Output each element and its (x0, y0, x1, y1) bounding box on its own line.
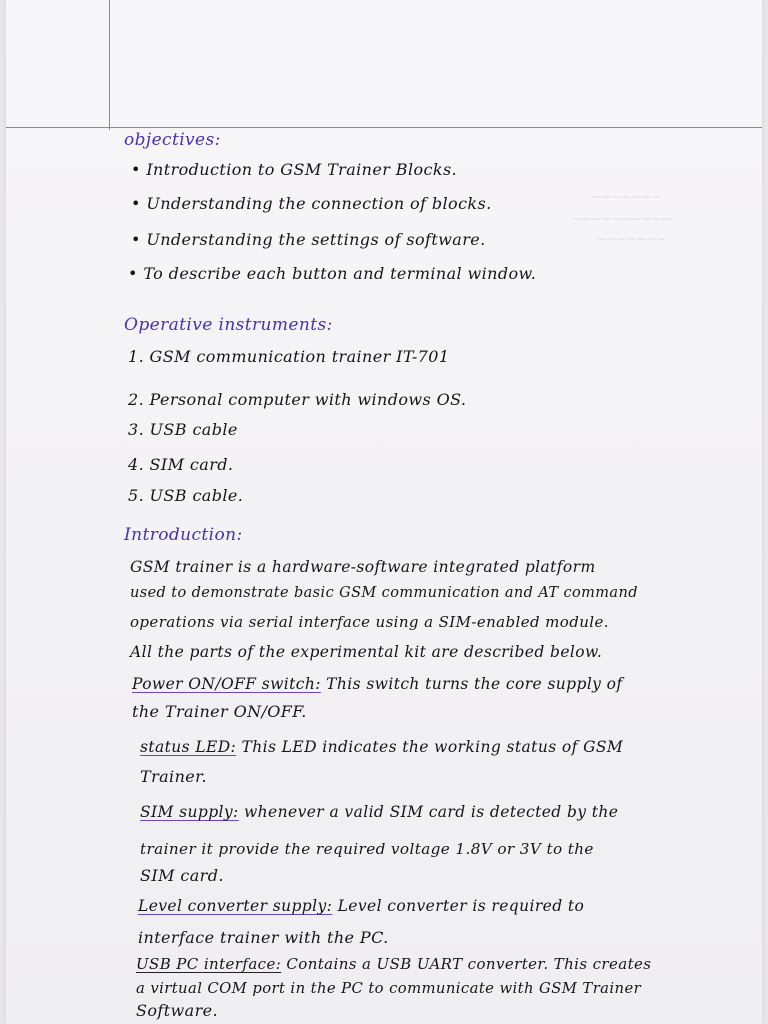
introduction-heading: Introduction: (124, 525, 243, 545)
notebook-page (6, 0, 762, 1024)
sim-supply-term: SIM supply: (140, 803, 239, 821)
introduction-line: GSM trainer is a hardware-software integrated platform (130, 558, 596, 576)
instrument-item: 5. USB cable. (128, 486, 244, 505)
introduction-line: used to demonstrate basic GSM communication and AT command (130, 585, 638, 601)
status-led-line: Trainer. (140, 767, 207, 786)
sim-supply-line: SIM card. (140, 866, 224, 885)
objective-item: • Understanding the settings of software. (131, 230, 486, 249)
instrument-item: 3. USB cable (128, 420, 238, 439)
status-led-term: status LED: (140, 738, 237, 756)
objectives-heading: objectives: (124, 130, 221, 150)
power-switch-term: Power ON/OFF switch: (132, 675, 321, 693)
introduction-line: operations via serial interface using a SIM-enabled module. (130, 613, 609, 631)
introduction-line: All the parts of the experimental kit are described below. (130, 643, 603, 661)
power-switch-description: Power ON/OFF switch: This switch turns the core supply of (132, 675, 623, 693)
usb-interface-term: USB PC interface: (136, 955, 282, 973)
instrument-item: 4. SIM card. (128, 455, 234, 474)
margin-line-vertical (109, 0, 110, 130)
instrument-item: 2. Personal computer with windows OS. (128, 390, 467, 409)
bleed-through-mark: ~~~~~~~ (596, 232, 667, 246)
level-converter-description: Level converter supply: Level converter is required to (138, 897, 585, 915)
level-converter-line: interface trainer with the PC. (138, 928, 389, 947)
sim-supply-description: SIM supply: whenever a valid SIM card is detected by the (140, 803, 619, 821)
margin-line-horizontal (6, 127, 762, 128)
instrument-item: 1. GSM communication trainer IT-701 (128, 347, 450, 366)
instruments-heading: Operative instruments: (124, 315, 333, 335)
bleed-through-mark: ~~~~~~~ (591, 190, 662, 204)
usb-interface-line: a virtual COM port in the PC to communicate with GSM Trainer (136, 980, 642, 997)
power-switch-line: the Trainer ON/OFF. (132, 702, 307, 721)
objective-item: • Understanding the connection of blocks. (131, 194, 492, 213)
level-converter-term: Level converter supply: (138, 897, 333, 915)
status-led-description: status LED: This LED indicates the working status of GSM (140, 738, 624, 756)
bleed-through-mark: ~~~~~~~~~~ (571, 212, 672, 226)
usb-interface-description: USB PC interface: Contains a USB UART converter. This creates (136, 955, 652, 973)
sim-supply-line: trainer it provide the required voltage 1.8V or 3V to the (140, 840, 594, 858)
usb-interface-line: Software. (136, 1001, 218, 1020)
objective-item: • To describe each button and terminal window. (128, 264, 537, 283)
objective-item: • Introduction to GSM Trainer Blocks. (131, 160, 458, 179)
